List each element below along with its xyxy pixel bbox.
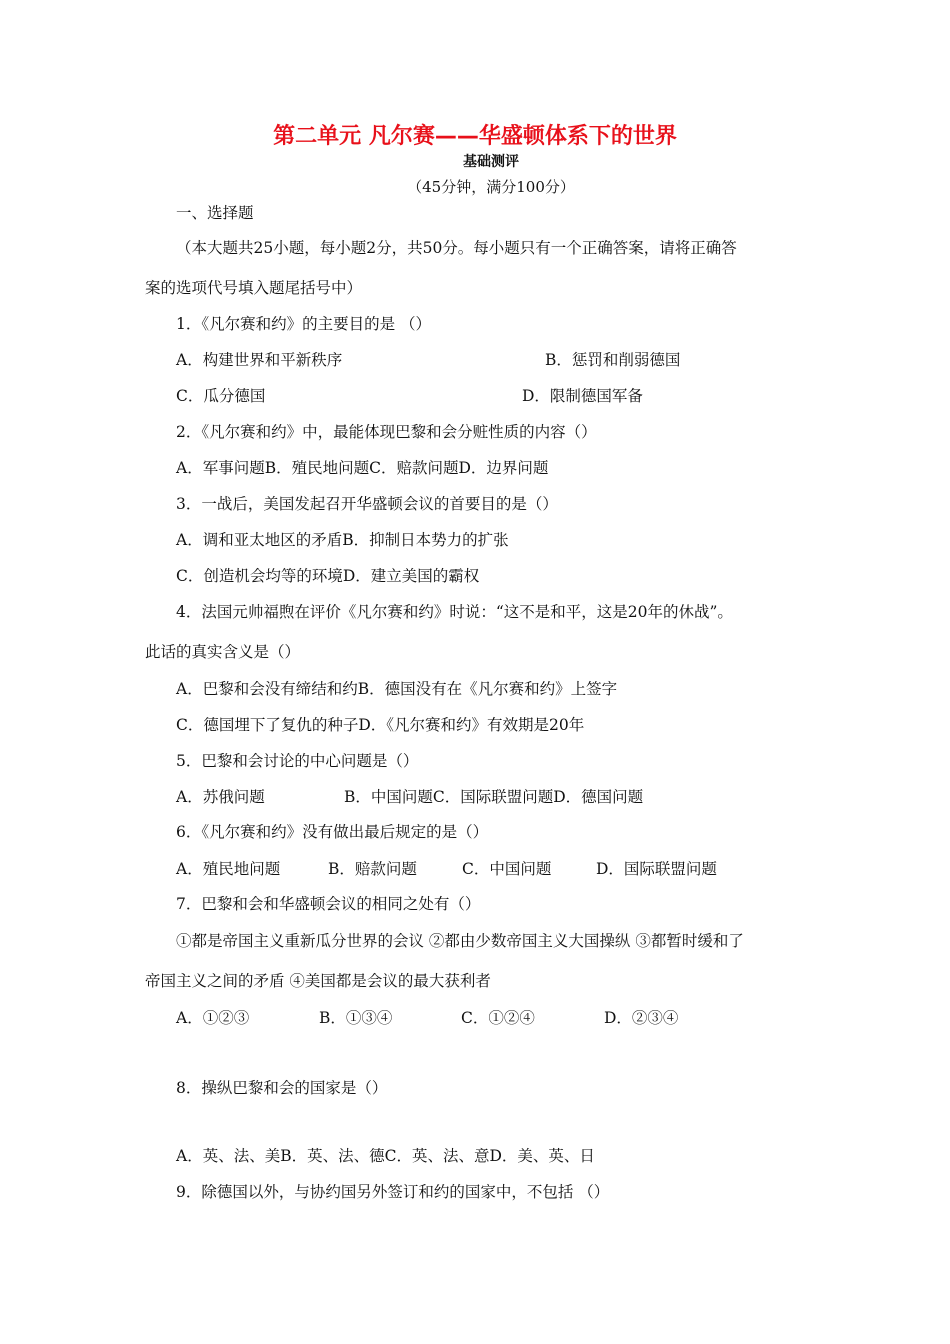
question-6-option-d: D．国际联盟问题 [596, 860, 717, 878]
question-5-option-bcd: B．中国问题C．国际联盟问题D．德国问题 [344, 788, 644, 806]
question-8-stem: 8．操纵巴黎和会的国家是（） [176, 1079, 388, 1097]
question-6-stem: 6．《凡尔赛和约》没有做出最后规定的是（） [176, 823, 489, 841]
question-6-option-a: A．殖民地问题 [176, 860, 281, 878]
question-4-options-2: C．德国埋下了复仇的种子D．《凡尔赛和约》有效期是20年 [176, 716, 585, 734]
question-3-stem: 3．一战后，美国发起召开华盛顿会议的首要目的是（） [176, 495, 558, 513]
question-1-stem: 1．《凡尔赛和约》的主要目的是 （） [176, 315, 432, 333]
question-7-body-2: 帝国主义之间的矛盾 ④美国都是会议的最大获利者 [145, 972, 491, 990]
question-8-options: A．英、法、美B．英、法、德C．英、法、意D．美、英、日 [176, 1147, 595, 1165]
question-6-option-c: C．中国问题 [462, 860, 552, 878]
question-5-option-a: A．苏俄问题 [176, 788, 265, 806]
question-2-stem: 2．《凡尔赛和约》中，最能体现巴黎和会分赃性质的内容（） [176, 423, 597, 441]
question-5-options [0, 787, 950, 807]
question-7-option-a: A．①②③ [176, 1009, 250, 1027]
section-heading: 一、选择题 [176, 204, 254, 222]
page-subtitle: 基础测评 [463, 154, 519, 170]
page-title: 第二单元 凡尔赛——华盛顿体系下的世界 [273, 124, 677, 149]
question-7-option-b: B．①③④ [319, 1009, 393, 1027]
question-4-stem-2: 此话的真实含义是（） [145, 643, 301, 661]
question-1-options-row-1 [0, 350, 950, 370]
question-4-options-1: A．巴黎和会没有缔结和约B．德国没有在《凡尔赛和约》上签字 [176, 680, 618, 698]
question-7-stem: 7．巴黎和会和华盛顿会议的相同之处有（） [176, 895, 481, 913]
question-6-options [0, 859, 950, 879]
question-9-stem: 9．除德国以外，与协约国另外签订和约的国家中，不包括 （） [176, 1183, 610, 1201]
question-1-option-b: B．惩罚和削弱德国 [545, 351, 681, 369]
instructions-line-2: 案的选项代号填入题尾括号中） [145, 279, 363, 297]
question-1-option-a: A．构建世界和平新秩序 [176, 351, 343, 369]
question-3-options-2: C．创造机会均等的环境D．建立美国的霸权 [176, 567, 480, 585]
question-7-option-c: C．①②④ [461, 1009, 535, 1027]
question-2-options: A．军事问题B．殖民地问题C．赔款问题D．边界问题 [176, 459, 549, 477]
question-3-options-1: A．调和亚太地区的矛盾B．抑制日本势力的扩张 [176, 531, 509, 549]
question-7-body-1: ①都是帝国主义重新瓜分世界的会议 ②都由少数帝国主义大国操纵 ③都暂时缓和了 [176, 932, 744, 950]
exam-meta: （45分钟，满分100分） [407, 178, 575, 196]
question-1-option-c: C．瓜分德国 [176, 387, 266, 405]
question-7-options [0, 1008, 950, 1028]
question-4-stem-1: 4．法国元帅福煦在评价《凡尔赛和约》时说：“这不是和平，这是20年的休战”。 [176, 603, 733, 621]
instructions-line-1: （本大题共25小题，每小题2分，共50分。每小题只有一个正确答案，请将正确答 [176, 239, 737, 257]
question-1-option-d: D．限制德国军备 [522, 387, 643, 405]
question-6-option-b: B．赔款问题 [328, 860, 417, 878]
question-5-stem: 5．巴黎和会讨论的中心问题是（） [176, 752, 419, 770]
question-7-option-d: D．②③④ [604, 1009, 679, 1027]
question-1-options-row-2 [0, 386, 950, 406]
